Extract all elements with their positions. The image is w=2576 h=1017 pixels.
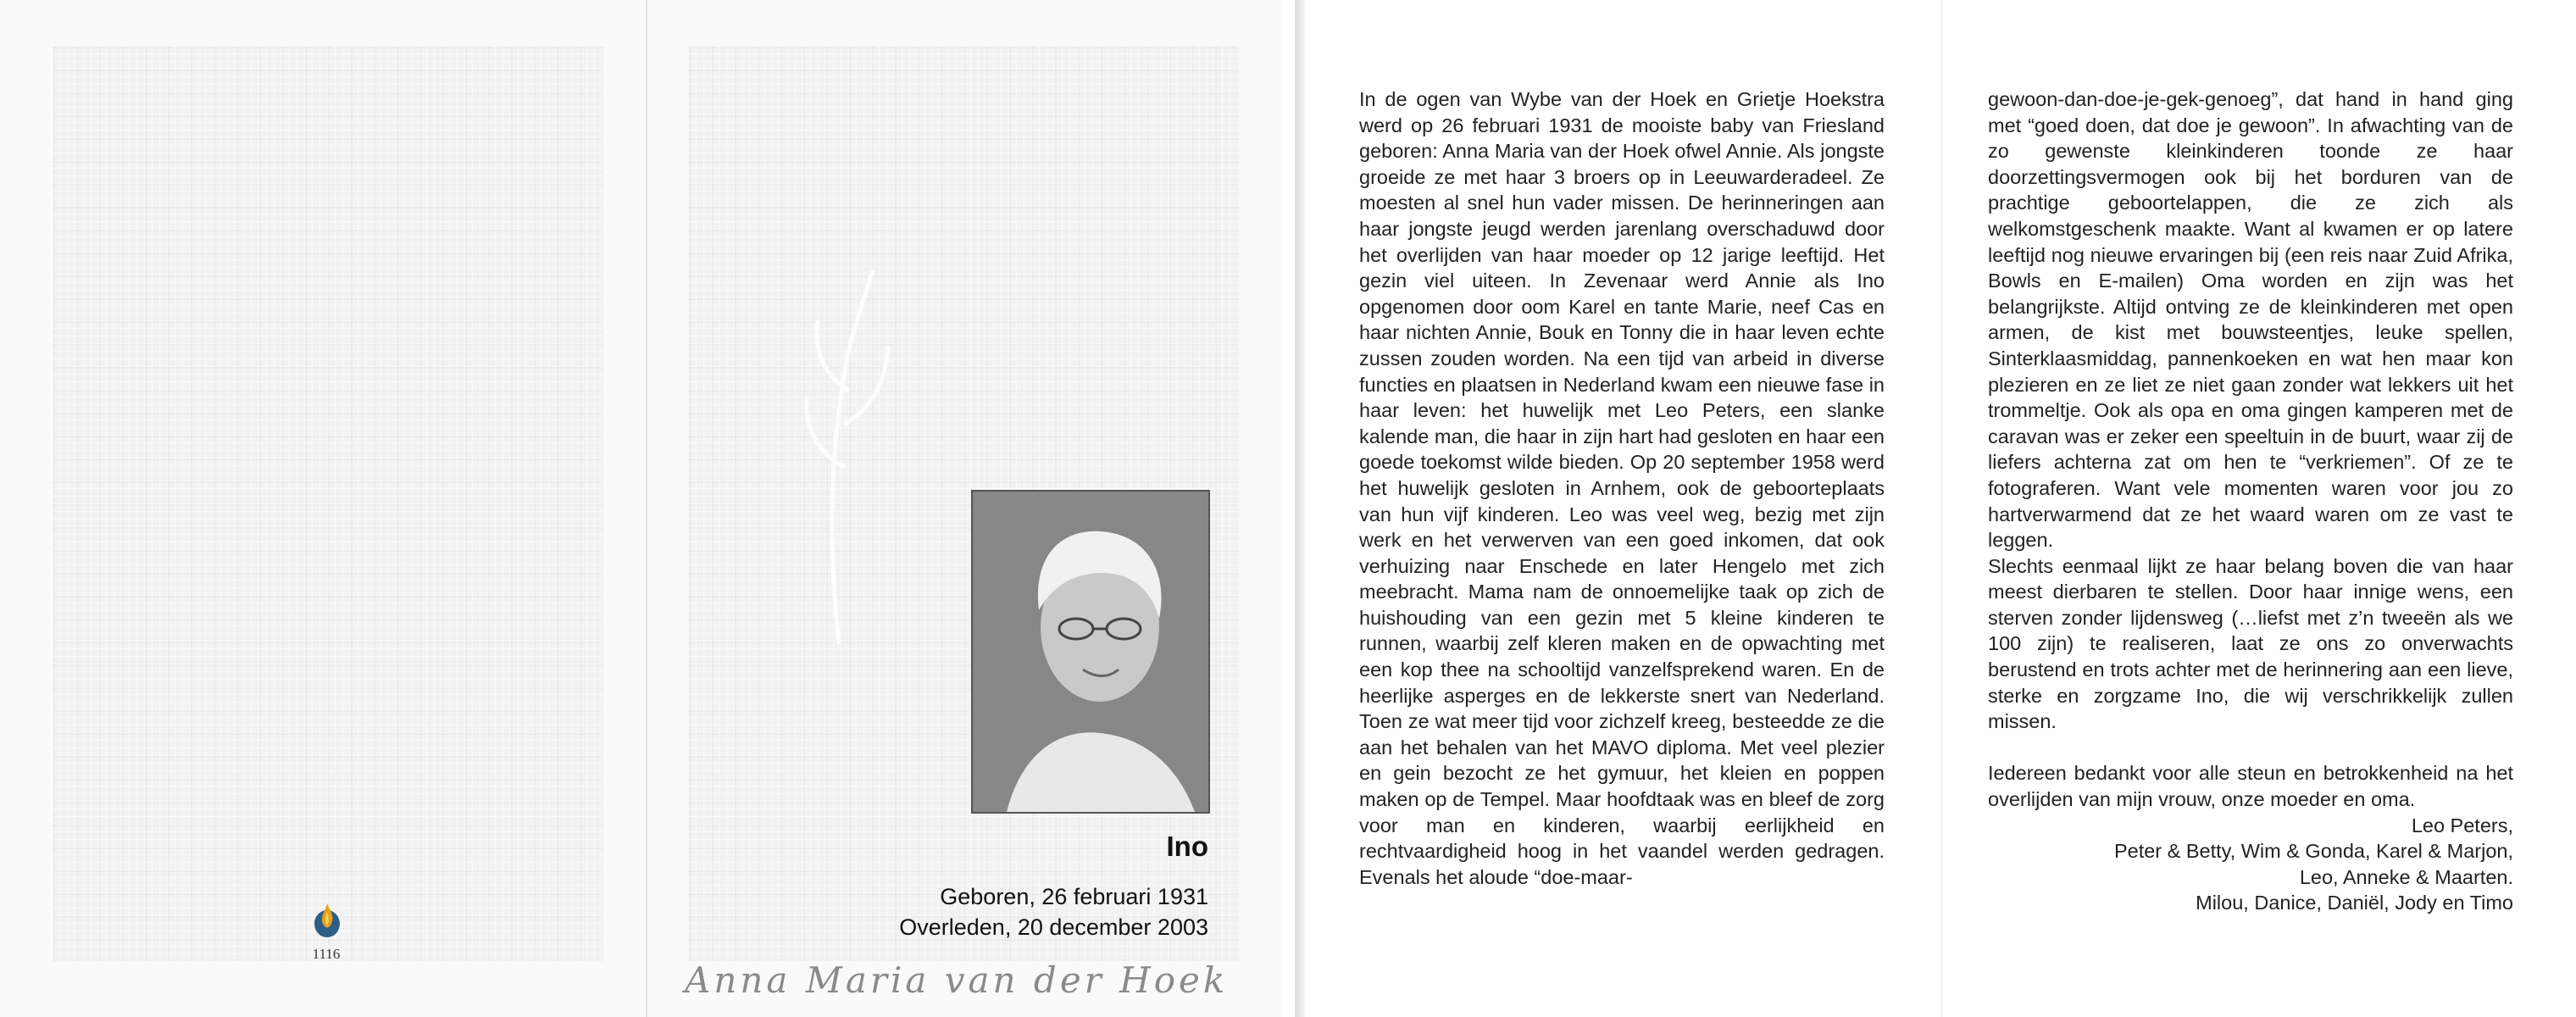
birth-date: Geboren, 26 februari 1931 bbox=[940, 884, 1208, 909]
thanks-note: Iedereen bedankt voor alle steun en betrokkenheid na het overlijden van mijn vrouw, onze moeder en oma. bbox=[1988, 762, 2513, 811]
signature-line: Leo, Anneke & Maarten. bbox=[2299, 865, 2513, 888]
death-date: Overleden, 20 december 2003 bbox=[899, 914, 1208, 940]
card-fold bbox=[646, 0, 647, 1017]
signature-line: Leo Peters, bbox=[2411, 814, 2513, 836]
signature-line: Peter & Betty, Wim & Gonda, Karel & Marjon, bbox=[2113, 840, 2513, 863]
text-column-left bbox=[1359, 86, 1885, 890]
biography-part-3: Slechts eenmaal lijkt ze haar belang boven die van haar meest dierbaren te stellen. Door haar innige wens, een sterven zonder lijdensweg (…liefst met z’n tweeën als we 100 zijn) te realiseren, laat ze ons zo onverwachts berustend en trots achter met de herinnering aan een lieve, sterke en zorgzame Ino, die wij verschrikkelijk zullen missen. bbox=[1988, 554, 2513, 733]
flame-logo-icon bbox=[308, 900, 346, 942]
text-column-right bbox=[1988, 86, 2513, 916]
card-inner-panel-left bbox=[53, 46, 603, 961]
handwritten-name: Anna Maria van der Hoek bbox=[685, 959, 1229, 1001]
wheat-watermark bbox=[746, 254, 932, 644]
portrait-photo bbox=[971, 490, 1210, 814]
biography-part-1: In de ogen van Wybe van der Hoek en Grietje Hoekstra werd op 26 februari 1931 de mooiste baby van Friesland geboren: Anna Maria van der Hoek ofwel Annie. Als jongste groeide ze met haar 3 broers op in Leeuwarderadeel. Ze moesten al snel hun vader missen. De herinneringen aan haar jongste jeugd werden jarenlang overschaduwd door het overlijden van haar moeder op 12 jarige leeftijd. Het gezin viel uiteen. In Zevenaar werd Annie als Ino opgenomen door oom Karel en tante Marie, neef Cas en haar nichten Annie, Bouk en Tonny die in haar leven echte zussen zouden worden. Na een tijd van arbeid in diverse functies en plaatsen in Nederland kwam een nieuwe fase in haar leven: het huwelijk met Leo Peters, een slanke kalende man, die haar in zijn hart had gesloten en haar een goede toekomst wilde bieden. Op 20 september 1958 werd het huwelijk gesloten in Arnhem, ook de geboorteplaats van hun vijf kinderen. Leo was veel weg, bezig met zijn werk en het verwerven van een goed inkomen, dat ook verhuizing naar Enschede en later Hengelo met zich meebracht. Mama nam de onnoemelijke taak op zich de huishouding van een gezin met 5 kleine kinderen te runnen, waarbij zelf kleren maken en de opwachting met een kop thee na schooltijd vanzelfsprekend waren. En de heerlijke asperges en de lekkerste snert van Nederland. Toen ze wat meer tijd voor zichzelf kreeg, besteedde ze die aan het behalen van het MAVO diploma. Met veel plezier en gein bezocht ze het gymuur, het kleien en poppen maken op de Tempel. Maar hoofdtaak was en bleef de zorg voor man en kinderen, waarbij eerlijkheid en rechtvaardigheid hoog in het vaandel werden gedragen. Evenals het aloude “doe-maar- bbox=[1359, 88, 1885, 888]
logo-code: 1116 bbox=[312, 946, 341, 962]
signature-line: Milou, Danice, Daniël, Jody en Timo bbox=[2196, 892, 2513, 914]
life-dates bbox=[763, 881, 1208, 942]
biography-part-2: gewoon-dan-doe-je-gek-genoeg”, dat hand in hand ging met “goed doen, dat doe je gewoon”. In afwachting van de zo gewenste kleinkinderen toonde ze haar doorzettingsvermogen ook bij het borduren van de prachtige geboortelappen, die ze zich als welkomstgeschenk maakte. Want al kwamen er op latere leeftijd nog nieuwe ervaringen bij (een reis naar Zuid Afrika, Bowls en E-mailen) Oma worden en zijn was het belangrijkste. Altijd ontving ze de kleinkinderen met open armen, de kist met bouwsteentjes, leuke spellen, Sinterklaasmiddag, pannenkoeken en wat hen maar kon plezieren en ze liet ze niet gaan zonder wat lekkers uit het trommeltje. Ook als opa en oma gingen kamperen met de caravan was er zeker een speeltuin in de buurt, waar zij de liefers achterna zat om hen te “verkriemen”. Of ze te fotograferen. Want vele momenten waren voor jou zo hartverwarmend dat ze het waard waren om ze vast te leggen. bbox=[1988, 88, 2513, 552]
card-back-edge bbox=[1295, 0, 1305, 1017]
deceased-name: Ino bbox=[1166, 831, 1208, 862]
card-back-fold bbox=[1940, 0, 1942, 1017]
